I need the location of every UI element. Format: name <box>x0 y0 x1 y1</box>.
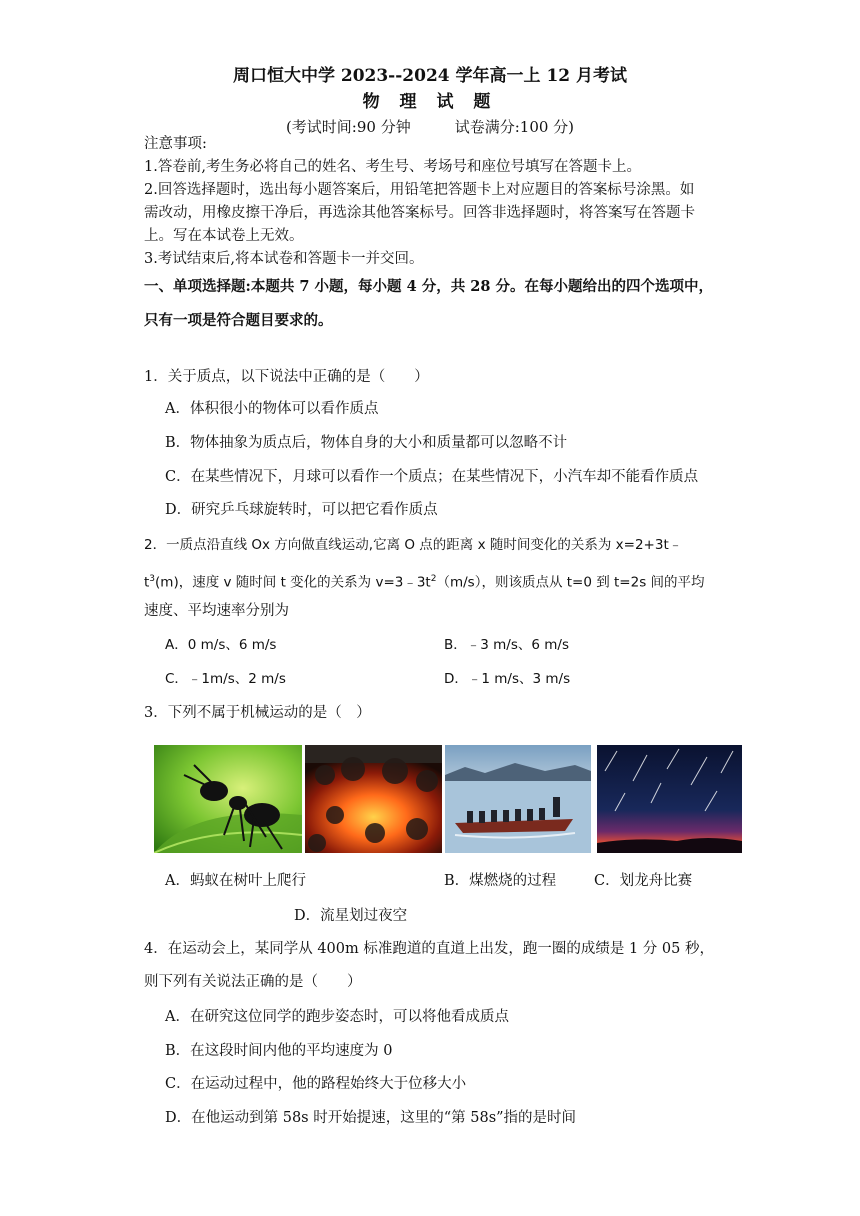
notes-heading: 注意事项: <box>144 136 207 152</box>
question-2-text: t <box>144 574 150 591</box>
question-2-text: 2．一质点沿直线 Ox 方向做直线运动,它离 O 点的距离 x 随时间变化的关系为 x=2+3t﹣ <box>144 537 683 553</box>
question-4-stem-line2: 则下列有关说法正确的是（ ） <box>144 974 362 990</box>
question-2-option-b: B．﹣3 m/s、6 m/s <box>444 637 569 653</box>
superscript: 3 <box>149 574 156 584</box>
question-4-option-c: C．在运动过程中，他的路程始终大于位移大小 <box>165 1076 467 1092</box>
question-1-stem: 1．关于质点，以下说法中正确的是（ ） <box>144 369 429 385</box>
question-3-option-d: D．流星划过夜空 <box>294 908 408 924</box>
question-2-stem-line2 <box>144 568 734 594</box>
question-1-option-c: C．在某些情况下，月球可以看作一个质点；在某些情况下，小汽车却不能看作质点 <box>165 469 699 485</box>
question-2-option-d: D．﹣1 m/s、3 m/s <box>444 671 571 687</box>
exam-title: 周口恒大中学 2023--2024 学年高一上 12 月考试 <box>232 66 628 86</box>
question-4-option-b: B．在这段时间内他的平均速度为 0 <box>165 1043 393 1059</box>
notes-item: 需改动，用橡皮擦干净后，再选涂其他答案标号。回答非选择题时，将答案写在答题卡 <box>144 205 695 221</box>
section-heading-line2: 只有一项是符合题目要求的。 <box>144 312 333 329</box>
question-1-option-b: B．物体抽象为质点后，物体自身的大小和质量都可以忽略不计 <box>165 435 568 451</box>
dragon-boat-race-image <box>445 745 591 853</box>
notes-item: 上。写在本试卷上无效。 <box>144 228 304 244</box>
question-3-images <box>154 745 742 853</box>
question-3-option-c: C．划龙舟比赛 <box>594 873 693 889</box>
question-3-option-b: B．煤燃烧的过程 <box>444 873 557 889</box>
question-2-stem-line1 <box>144 534 734 556</box>
question-1-option-a: A．体积很小的物体可以看作质点 <box>165 401 379 417</box>
question-2-stem-line3: 速度、平均速率分别为 <box>144 603 289 619</box>
question-4-option-d: D．在他运动到第 58s 时开始提速，这里的“第 58s”指的是时间 <box>165 1110 577 1126</box>
exam-header <box>0 64 860 138</box>
notes-item: 3.考试结束后,将本试卷和答题卡一并交回。 <box>144 251 424 267</box>
section-heading-line1: 一、单项选择题:本题共 7 小题，每小题 4 分，共 28 分。在每小题给出的四个选项中， <box>144 278 713 295</box>
superscript: 2 <box>430 574 437 584</box>
exam-subject: 物 理 试 题 <box>362 92 498 112</box>
notes-item: 1.答卷前,考生务必将自己的姓名、考生号、考场号和座位号填写在答题卡上。 <box>144 159 641 175</box>
question-4-option-a: A．在研究这位同学的跑步姿态时，可以将他看成质点 <box>165 1009 509 1025</box>
question-2-option-c: C．﹣1m/s、2 m/s <box>165 671 286 687</box>
question-4-stem-line1: 4．在运动会上，某同学从 400m 标准跑道的直道上出发，跑一圈的成绩是 1 分 05 秒， <box>144 941 714 957</box>
question-2-option-a: A．0 m/s、6 m/s <box>165 637 277 653</box>
burning-coal-image <box>305 745 442 853</box>
question-2-text: （m/s），则该质点从 t=0 到 t=2s 间的平均 <box>436 574 705 591</box>
exam-time: (考试时间:90 分钟 <box>285 118 411 136</box>
notes-item: 2.回答选择题时，选出每小题答案后，用铅笔把答题卡上对应题目的答案标号涂黑。如 <box>144 182 695 198</box>
meteor-shower-image <box>597 745 742 853</box>
question-3-option-a: A．蚂蚁在树叶上爬行 <box>165 873 306 889</box>
question-3-stem: 3．下列不属于机械运动的是（ ） <box>144 705 371 721</box>
ant-on-leaf-image <box>154 745 302 853</box>
exam-notes <box>144 133 726 271</box>
question-1-option-d: D．研究乒乓球旋转时，可以把它看作质点 <box>165 502 438 518</box>
exam-score: 试卷满分:100 分) <box>454 118 575 136</box>
question-2-text: (m)，速度 v 随时间 t 变化的关系为 v=3﹣3t <box>155 574 431 591</box>
